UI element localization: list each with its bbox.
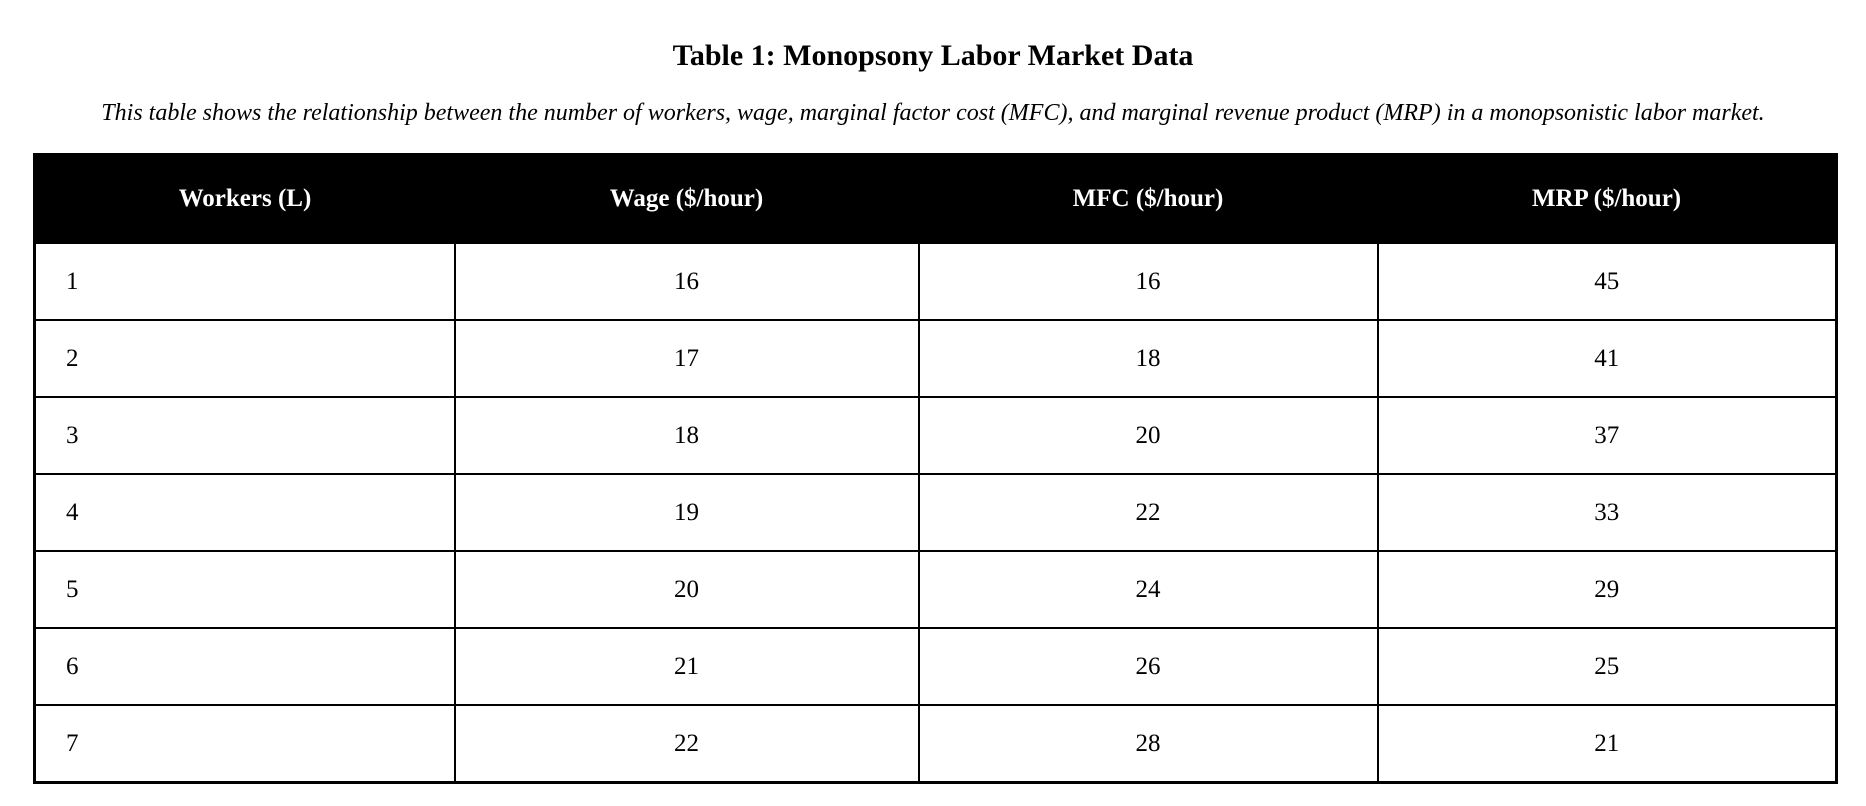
column-header-workers: Workers (L) bbox=[35, 155, 455, 244]
cell-workers: 1 bbox=[35, 243, 455, 320]
cell-mfc: 16 bbox=[919, 243, 1378, 320]
cell-wage: 20 bbox=[455, 551, 919, 628]
cell-workers: 6 bbox=[35, 628, 455, 705]
cell-mfc: 22 bbox=[919, 474, 1378, 551]
cell-mfc: 26 bbox=[919, 628, 1378, 705]
table-row bbox=[35, 397, 1837, 474]
cell-mrp: 25 bbox=[1378, 628, 1837, 705]
table-row bbox=[35, 243, 1837, 320]
cell-wage: 16 bbox=[455, 243, 919, 320]
table-row bbox=[35, 320, 1837, 397]
cell-mfc: 28 bbox=[919, 705, 1378, 783]
cell-mrp: 45 bbox=[1378, 243, 1837, 320]
cell-mrp: 37 bbox=[1378, 397, 1837, 474]
data-table bbox=[33, 153, 1838, 784]
table-header-row bbox=[35, 155, 1837, 244]
column-header-wage: Wage ($/hour) bbox=[455, 155, 919, 244]
cell-workers: 3 bbox=[35, 397, 455, 474]
cell-mrp: 33 bbox=[1378, 474, 1837, 551]
cell-mfc: 18 bbox=[919, 320, 1378, 397]
table-row bbox=[35, 628, 1837, 705]
cell-mfc: 24 bbox=[919, 551, 1378, 628]
cell-workers: 4 bbox=[35, 474, 455, 551]
cell-wage: 19 bbox=[455, 474, 919, 551]
table-row bbox=[35, 705, 1837, 783]
cell-wage: 21 bbox=[455, 628, 919, 705]
cell-wage: 17 bbox=[455, 320, 919, 397]
cell-mrp: 21 bbox=[1378, 705, 1837, 783]
cell-mrp: 29 bbox=[1378, 551, 1837, 628]
column-header-mfc: MFC ($/hour) bbox=[919, 155, 1378, 244]
table-row bbox=[35, 551, 1837, 628]
cell-wage: 18 bbox=[455, 397, 919, 474]
table-row bbox=[35, 474, 1837, 551]
table-subtitle: This table shows the relationship between the number of workers, wage, marginal factor cost (MFC), and marginal revenue product (MRP) in a monopsonistic labor market. bbox=[101, 100, 1765, 126]
cell-mfc: 20 bbox=[919, 397, 1378, 474]
cell-workers: 2 bbox=[35, 320, 455, 397]
cell-workers: 7 bbox=[35, 705, 455, 783]
column-header-mrp: MRP ($/hour) bbox=[1378, 155, 1837, 244]
cell-mrp: 41 bbox=[1378, 320, 1837, 397]
cell-workers: 5 bbox=[35, 551, 455, 628]
table-title: Table 1: Monopsony Labor Market Data bbox=[672, 39, 1194, 72]
cell-wage: 22 bbox=[455, 705, 919, 783]
